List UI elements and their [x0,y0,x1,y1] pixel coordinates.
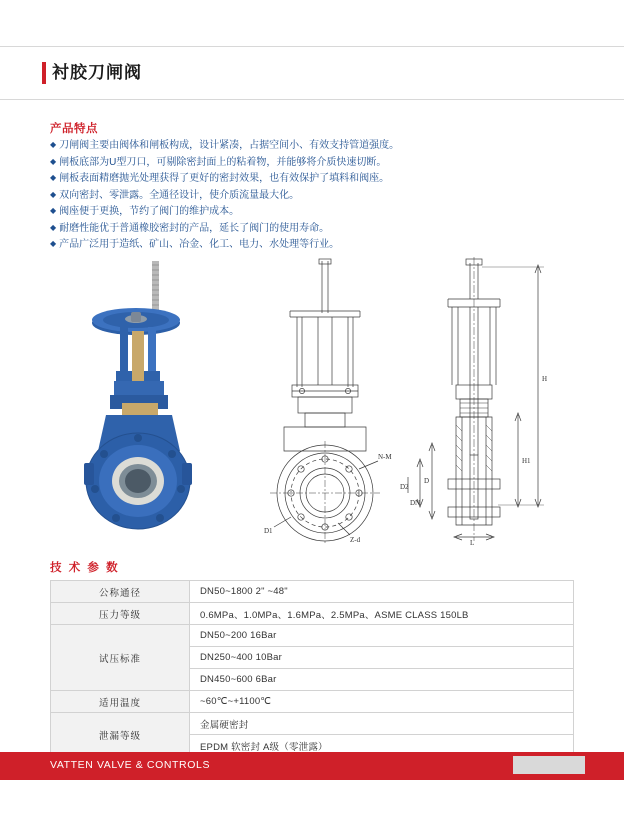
feature-text: 刀闸阀主要由阀体和闸板构成，设计紧凑，占据空间小、有效支持管道强度。 [59,140,400,151]
front-view-drawing [250,255,400,545]
diamond-bullet-icon: ◆ [50,140,57,149]
feature-item [50,221,570,238]
spec-value: ~60℃~+1100℃ [190,691,574,713]
features-heading: 产品特点 [50,123,98,135]
diamond-bullet-icon: ◆ [50,206,57,215]
diamond-bullet-icon: ◆ [50,239,57,248]
feature-text: 阀座便于更换，节约了阀门的维护成本。 [59,206,240,217]
feature-item [50,171,570,188]
diamond-bullet-icon: ◆ [50,189,57,199]
product-figures [0,255,624,545]
spec-label: 公称通径 [51,581,190,603]
spec-value: DN50~200 16Bar [190,625,574,647]
top-divider [0,46,624,47]
footer-placeholder-box [513,756,585,774]
feature-text: 闸板底部为U型刀口，可剔除密封面上的粘着物，并能够将介质快速切断。 [59,156,387,168]
feature-text: 闸板表面精磨抛光处理获得了更好的密封效果，也有效保护了填料和阀座。 [59,173,390,184]
diamond-bullet-icon: ◆ [50,173,57,182]
table-row [51,581,574,603]
feature-item [50,204,570,221]
diamond-bullet-icon: ◆ [50,156,57,166]
dim-label-d2: D2 [400,483,409,491]
spec-value: EPDM 软密封 A级（零泄露） [190,735,574,757]
table-row [51,713,574,735]
spec-label: 适用温度 [51,691,190,713]
dim-label-z-d: Z-d [350,536,361,544]
footer-brand: VATTEN VALVE & CONTROLS [50,759,211,771]
table-row [51,625,574,647]
features-list [50,138,570,254]
dim-label-n-m: N-M [378,453,392,461]
feature-text: 产品广泛用于造纸、矿山、冶金、化工、电力、水处理等行业。 [59,239,340,250]
table-row [51,691,574,713]
feature-item [50,155,570,172]
spec-value: DN50~1800 2" ~48" [190,581,574,603]
dim-label-h: H [542,375,548,383]
spec-value: 0.6MPa、1.0MPa、1.6MPa、2.5MPa、ASME CLASS 150LB [190,603,574,625]
header-divider [0,99,624,100]
feature-text: 双向密封、零泄露。全通径设计，使介质流量最大化。 [59,189,300,201]
section-view-drawing [398,255,598,545]
spec-value: DN250~400 10Bar [190,647,574,669]
spec-label: 试压标准 [51,625,190,691]
dim-label-d: D [424,477,430,485]
spec-value: DN450~600 6Bar [190,669,574,691]
dim-label-d1: D1 [264,527,273,535]
feature-item [50,138,570,155]
spec-label: 泄漏等级 [51,713,190,757]
table-row [51,603,574,625]
title-accent-bar [42,62,46,84]
specifications-table [50,580,574,757]
feature-item [50,237,570,254]
page-title: 衬胶刀闸阀 [52,63,142,82]
dim-label-l: L [470,539,475,545]
diamond-bullet-icon: ◆ [50,222,57,232]
dim-label-h1: H1 [522,457,531,465]
spec-label: 压力等级 [51,603,190,625]
feature-item [50,188,570,205]
dim-label-dn: DN [410,499,421,507]
feature-text: 耐磨性能优于普通橡胶密封的产品，延长了阀门的使用寿命。 [59,222,330,234]
specs-heading: 技 术 参 数 [50,562,120,574]
valve-photo [48,255,268,545]
spec-value: 金属硬密封 [190,713,574,735]
